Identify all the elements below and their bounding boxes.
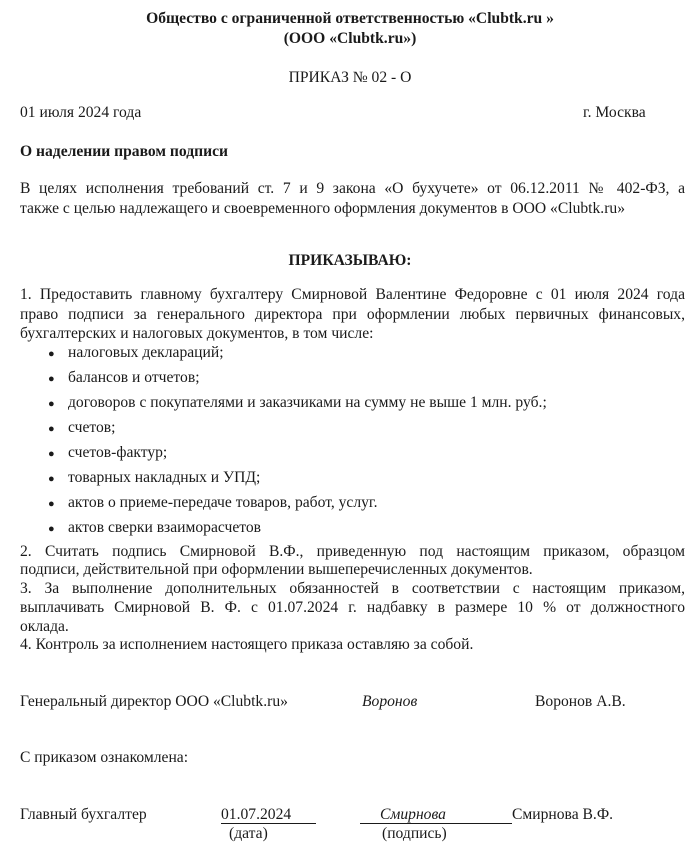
item-3-line: 3. За выполнение дополнительных обязанностей в соответствии с настоящим приказом, — [20, 580, 685, 597]
list-item-text: договоров с покупателями и заказчиками на сумму не выше 1 млн. руб.; — [68, 394, 547, 411]
preamble-line: также с целью надлежащего и своевременного оформления документов в ООО «Clubtk.ru» — [20, 200, 625, 217]
bullet-icon: ● — [48, 498, 55, 510]
director-signature: Воронов — [362, 693, 418, 710]
bullet-icon: ● — [48, 348, 55, 360]
order-subject: О наделении правом подписи — [20, 143, 229, 160]
item-1-line: право подписи за генерального директора при оформлении любых первичных финансовых, — [20, 306, 685, 323]
list-item-text: товарных накладных и УПД; — [68, 469, 261, 486]
list-item-text: актов сверки взаиморасчетов — [68, 519, 262, 536]
bullet-icon: ● — [48, 473, 55, 485]
order-word: ПРИКАЗЫВАЮ: — [288, 252, 412, 269]
date-underline — [221, 823, 316, 824]
acknowledgement-label: С приказом ознакомлена: — [20, 749, 189, 766]
item-3-line: выплачивать Смирновой В. Ф. с 01.07.2024 г. надбавку в размере 10 % от должностного — [20, 599, 685, 616]
order-date: 01 июля 2024 года — [20, 104, 142, 121]
item-1-line: 1. Предоставить главному бухгалтеру Смирновой Валентине Федоровне с 01 июля 2024 года — [20, 286, 685, 303]
director-name: Воронов А.В. — [535, 693, 626, 710]
organization-short-name: (ООО «Clubtk.ru») — [283, 30, 417, 47]
bullet-icon: ● — [48, 398, 55, 410]
preamble-line: В целях исполнения требований ст. 7 и 9 закона «О бухучете» от 06.12.2011 № 402-ФЗ, а — [20, 180, 685, 197]
list-item-text: актов о приеме-передаче товаров, работ, услуг. — [68, 494, 378, 511]
list-item-text: налоговых деклараций; — [68, 344, 224, 361]
bullet-icon: ● — [48, 523, 55, 535]
date-caption: (дата) — [229, 825, 268, 842]
director-position: Генеральный директор ООО «Clubtk.ru» — [20, 693, 288, 710]
item-2-line: подписи, действительной при оформлении вышеперечисленных документов. — [20, 561, 533, 578]
order-city: г. Москва — [583, 104, 646, 121]
bullet-icon: ● — [48, 373, 55, 385]
item-1-line: бухгалтерских и налоговых документов, в том числе: — [20, 325, 374, 342]
accountant-date: 01.07.2024 — [221, 806, 292, 823]
bullet-icon: ● — [48, 423, 55, 435]
item-3-line: оклада. — [20, 618, 69, 635]
item-2-line: 2. Считать подпись Смирновой В.Ф., приведенную под настоящим приказом, образцом — [20, 543, 685, 560]
list-item-text: счетов; — [68, 419, 116, 436]
organization-name: Общество с ограниченной ответственностью «Clubtk.ru » — [146, 10, 554, 27]
list-item-text: балансов и отчетов; — [68, 369, 200, 386]
list-item-text: счетов-фактур; — [68, 444, 168, 461]
accountant-position: Главный бухгалтер — [20, 806, 147, 823]
signature-caption: (подпись) — [382, 825, 447, 842]
bullet-icon: ● — [48, 448, 55, 460]
accountant-signature: Смирнова — [380, 806, 446, 823]
order-title: ПРИКАЗ № 02 - О — [288, 69, 412, 86]
item-4-line: 4. Контроль за исполнением настоящего приказа оставляю за собой. — [20, 636, 474, 653]
signature-underline — [360, 823, 512, 824]
accountant-name: Смирнова В.Ф. — [512, 806, 614, 823]
